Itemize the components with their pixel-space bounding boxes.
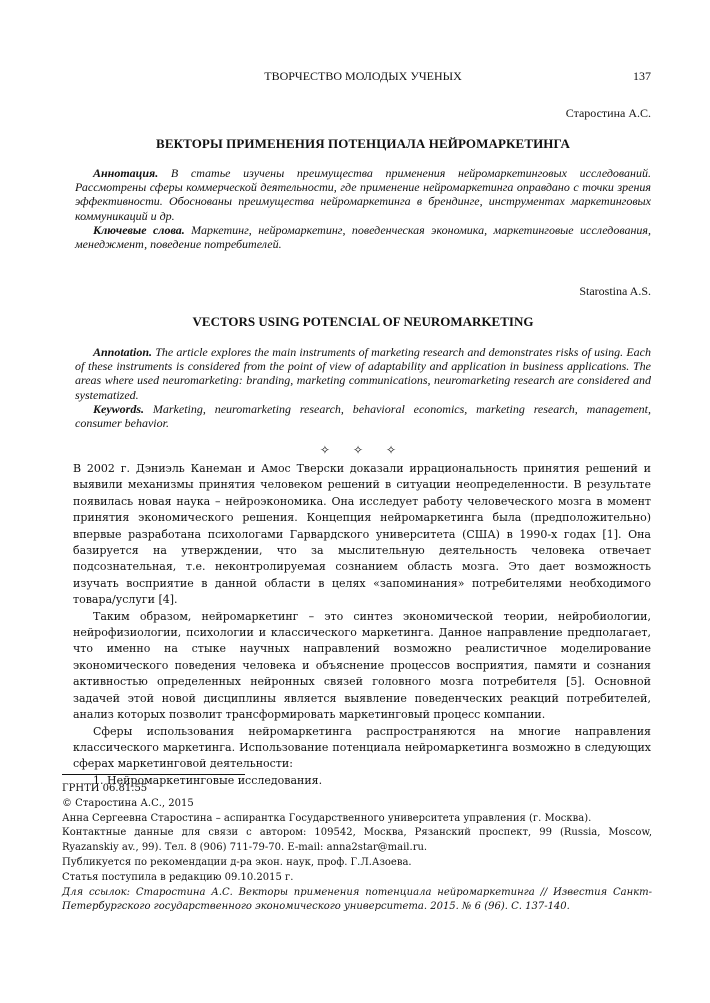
article-title-ru: ВЕКТОРЫ ПРИМЕНЕНИЯ ПОТЕНЦИАЛА НЕЙРОМАРКЕТИНГА bbox=[156, 136, 570, 151]
body-paragraph: Таким образом, нейромаркетинг – это синтез экономической теории, нейробиологии, нейрофизиологии, психологии и классического маркетинга. Данное направление предполагает, что именно на стыке научных направлений возможно реалистичное моделирование экономического поведения человека и объяснение процессов восприятия, памяти и сознания активностью определенных нейронных связей головного мозга потребителя [5]. Основной задачей этой новой дисциплины является выявление поведенческих реакций потребителей, анализ которых позволит трансформировать маркетинговый процесс компании. bbox=[73, 609, 651, 722]
keywords-label-en: Keywords. bbox=[93, 401, 144, 416]
body-paragraph: В 2002 г. Дэниэль Канеман и Амос Тверски доказали иррациональность принятия решений и выявили механизмы принятия человеком решений в ситуации неопределенности. В результате появилась новая наука – нейроэкономика. Она исследует работу человеческого мозга в момент принятия экономического решения. Концепция нейромаркетинга была (предположительно) впервые разработана психологами Гарвардского университета (США) в 1990-х годах [1]. Она базируется на утверждении, что за мыслительную деятельность человека отвечает подсознательная, т.е. неконтролируемая сознанием область мозга. Это дает возможность изучать восприятие в данной области в целях «запоминания» потребителями необходимого товара/услуги [4]. bbox=[73, 462, 651, 607]
annotation-label-en: Annotation. bbox=[93, 345, 153, 359]
annotation-ru bbox=[75, 166, 651, 223]
abstract-en bbox=[75, 345, 651, 430]
keywords-en bbox=[75, 402, 651, 430]
footnote-contacts: Контактные данные для связи с автором: 109542, Москва, Рязанский проспект, 99 (Russia, Moscow, Ryazanskiy av., 99). Тел. 8 (906) 711-79-70. E-mail: anna2star@mail.ru. bbox=[62, 827, 652, 854]
body-list-item: 1. Нейромаркетинговые исследования. bbox=[93, 773, 323, 787]
author-en: Starostina A.S. bbox=[579, 284, 651, 298]
keywords-ru bbox=[75, 223, 651, 251]
footnote-received: Статья поступила в редакцию 09.10.2015 г. bbox=[62, 871, 294, 883]
article-title-en: VECTORS USING POTENCIAL OF NEUROMARKETING bbox=[192, 314, 534, 329]
annotation-label-ru: Аннотация. bbox=[93, 166, 159, 180]
annotation-text-ru: В статье изучены преимущества применения нейромаркетинговых исследований. Рассмотрены сферы коммерческой деятельности, где применение нейромаркетинга оправдано с точки зрения эффективности. Обоснованы преимущества нейромаркетинга в брендинге, инструментах маркетинговых коммуникаций и др. bbox=[75, 166, 651, 223]
abstract-ru bbox=[75, 166, 651, 251]
footnote-recommendation: Публикуется по рекомендации д-ра экон. наук, проф. Г.Л.Азоева. bbox=[62, 856, 412, 868]
footnote-citation: Для ссылок: Старостина А.С. Векторы применения потенциала нейромаркетинга // Известия Санкт-Петербургского государственного экономического университета. 2015. № 6 (96). С. 137-140. bbox=[62, 886, 652, 913]
footnotes bbox=[62, 782, 652, 915]
page-number: 137 bbox=[633, 69, 651, 83]
author-ru: Старостина А.С. bbox=[565, 106, 651, 120]
section-divider-ornament: ✧ ✧ ✧ bbox=[319, 443, 407, 457]
annotation-text-en: The article explores the main instruments of marketing research and demonstrates risks of using. Each of these instruments is considered from the point of view of adaptability and application in business applications. The areas where used neuromarketing: branding, marketing communications, neuromarketing research are considered and systematized. bbox=[75, 345, 651, 402]
keywords-text-ru: Маркетинг, нейромаркетинг, поведенческая экономика, маркетинговые исследования, менеджмент, поведение потребителей. bbox=[75, 222, 651, 252]
body-paragraph: Сферы использования нейромаркетинга распространяются на многие направления классического маркетинга. Использование потенциала нейромаркетинга возможно в следующих сферах маркетинговой деятельности: bbox=[73, 724, 651, 771]
annotation-en bbox=[75, 345, 651, 402]
keywords-text-en: Marketing, neuromarketing research, behavioral economics, marketing research, management, consumer behavior. bbox=[75, 401, 651, 431]
article-body bbox=[73, 461, 651, 789]
footnote-grnti: ГРНТИ 06.81.55 bbox=[62, 783, 148, 794]
footnote-author-info: Анна Сергеевна Старостина – аспирантка Государственного университета управления (г. Москва). bbox=[62, 812, 592, 824]
footnote-divider bbox=[62, 774, 245, 775]
keywords-label-ru: Ключевые слова. bbox=[93, 222, 185, 237]
running-title: ТВОРЧЕСТВО МОЛОДЫХ УЧЕНЫХ bbox=[264, 69, 462, 83]
footnote-copyright: © Старостина А.С., 2015 bbox=[62, 797, 194, 809]
